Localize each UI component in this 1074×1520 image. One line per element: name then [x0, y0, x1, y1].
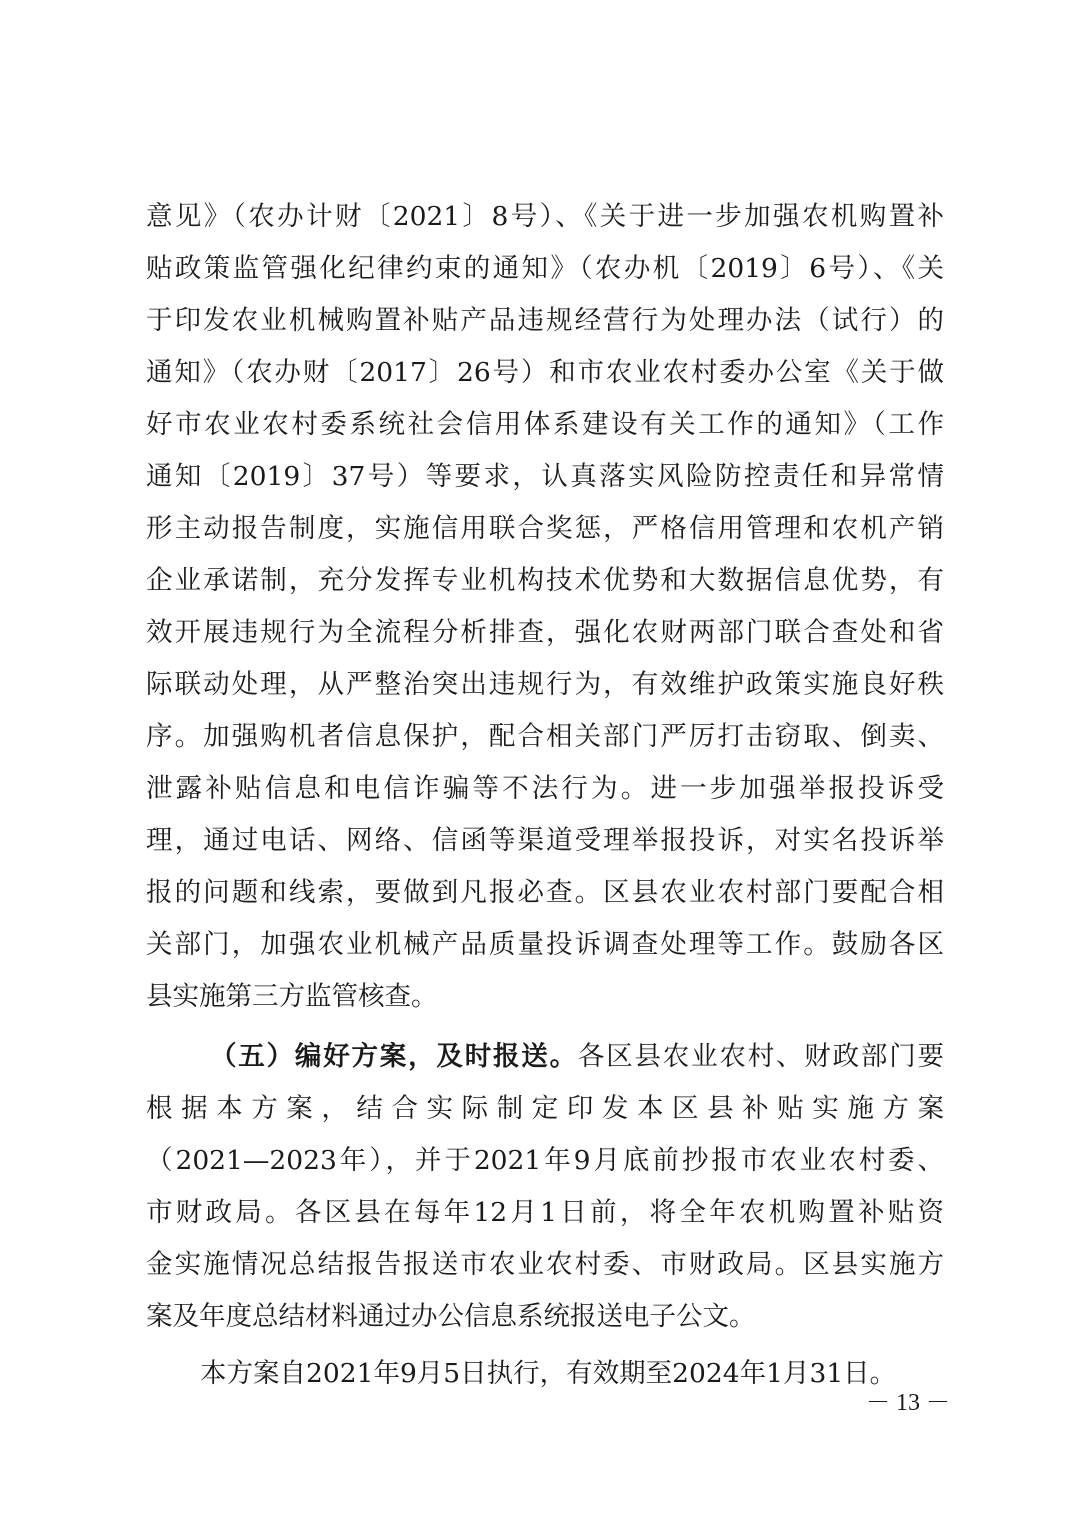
body-line: 县实施第三方监管核查。 [146, 981, 438, 1012]
closing-statement: 本方案自2021年9月5日执行，有效期至2024年1月31日。 [200, 1358, 897, 1389]
page-number: － 13 － [866, 1390, 950, 1416]
body-line: 报的问题和线索，要做到凡报必查。区县农业农村部门要配合相 [146, 877, 944, 908]
section-five-line: 金实施情况总结报告报送市农业农村委、市财政局。区县实施方 [146, 1249, 944, 1280]
body-line: 企业承诺制，充分发挥专业机构技术优势和大数据信息优势，有 [146, 565, 944, 596]
section-five-heading: （五）编好方案，及时报送。 [210, 1041, 578, 1072]
section-five-first-line-text: 各区县农业农村、财政部门要 [577, 1041, 944, 1072]
body-line: 通知》（农办财〔2017〕26号）和市农业农村委办公室《关于做 [146, 357, 944, 388]
section-five-line: 市财政局。各区县在每年12月1日前，将全年农机购置补贴资 [146, 1197, 944, 1228]
body-line: 贴政策监管强化纪律约束的通知》（农办机〔2019〕6号）、《关 [146, 253, 944, 284]
section-five-line: 案及年度总结材料通过办公信息系统报送电子公文。 [146, 1301, 756, 1332]
section-five-line: （2021—2023年），并于2021年9月底前抄报市农业农村委、 [146, 1145, 944, 1176]
section-five-line: 根据本方案，结合实际制定印发本区县补贴实施方案 [146, 1093, 944, 1124]
section-five-first-line [210, 1033, 944, 1081]
body-line: 际联动处理，从严整治突出违规行为，有效维护政策实施良好秩 [146, 669, 944, 700]
body-line: 通知〔2019〕37号）等要求，认真落实风险防控责任和异常情 [146, 461, 944, 492]
body-line: 理，通过电话、网络、信函等渠道受理举报投诉，对实名投诉举 [146, 825, 944, 856]
body-line: 好市农业农村委系统社会信用体系建设有关工作的通知》（工作 [146, 409, 944, 440]
body-line: 序。加强购机者信息保护，配合相关部门严厉打击窃取、倒卖、 [146, 721, 944, 752]
body-line: 形主动报告制度，实施信用联合奖惩，严格信用管理和农机产销 [146, 513, 944, 544]
body-line: 泄露补贴信息和电信诈骗等不法行为。进一步加强举报投诉受 [146, 773, 944, 804]
body-line: 于印发农业机械购置补贴产品违规经营行为处理办法（试行）的 [146, 305, 944, 336]
body-line: 关部门，加强农业机械产品质量投诉调查处理等工作。鼓励各区 [146, 929, 944, 960]
body-line: 效开展违规行为全流程分析排查，强化农财两部门联合查处和省 [146, 617, 944, 648]
body-line: 意见》（农办计财〔2021〕8号）、《关于进一步加强农机购置补 [146, 201, 944, 232]
